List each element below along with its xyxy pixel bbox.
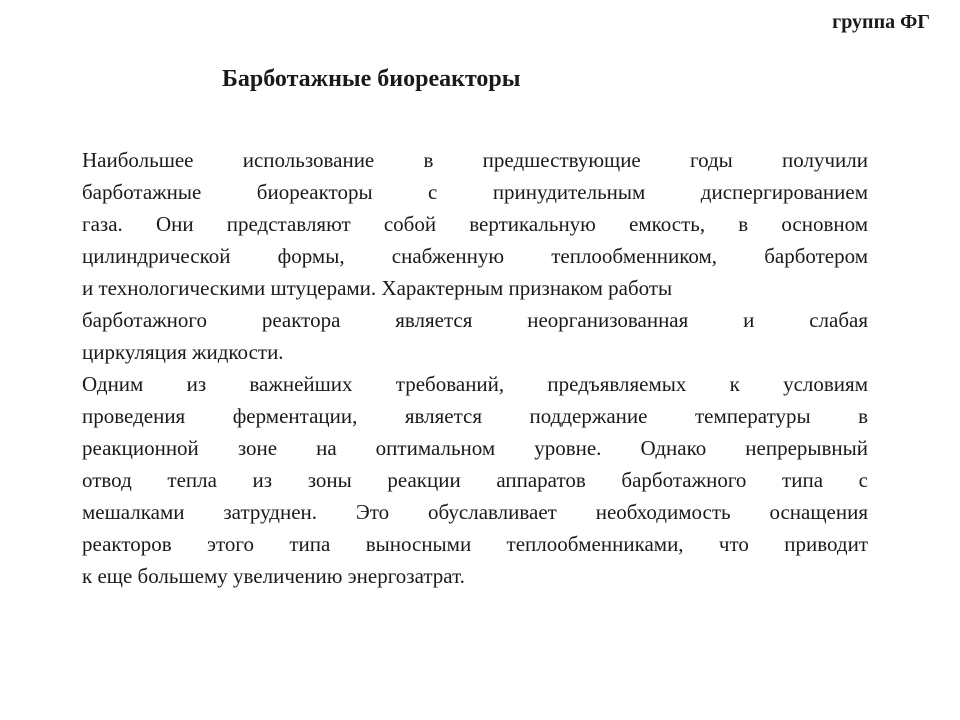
paragraph-1-line: барботажные биореакторы с принудительным диспергированием (82, 180, 868, 204)
paragraph-2-line: Одним из важнейших требований, предъявляемых к условиям (82, 372, 868, 396)
paragraph-2-line: отвод тепла из зоны реакции аппаратов барботажного типа с (82, 468, 868, 492)
paragraph-1-line: и технологическими штуцерами. Характерным признаком работы (82, 276, 673, 300)
slide-title: Барботажные биореакторы (222, 66, 521, 92)
paragraph-2-line: реакционной зоне на оптимальном уровне. Однако непрерывный (82, 436, 868, 460)
paragraph-2-line: проведения ферментации, является поддержание температуры в (82, 404, 868, 428)
paragraph-1-line: газа. Они представляют собой вертикальную емкость, в основном (82, 212, 868, 236)
paragraph-1-line: циркуляция жидкости. (82, 340, 284, 364)
group-label: группа ФГ (832, 11, 930, 33)
paragraph-1-line: Наибольшее использование в предшествующие годы получили (82, 148, 868, 172)
paragraph-2 (82, 368, 868, 592)
paragraph-2-line: к еще большему увеличению энергозатрат. (82, 564, 465, 588)
paragraph-1 (82, 144, 868, 368)
paragraph-1-line: барботажного реактора является неорганизованная и слабая (82, 308, 868, 332)
paragraph-1-line: цилиндрической формы, снабженную теплообменником, барботером (82, 244, 868, 268)
paragraph-2-line: мешалками затруднен. Это обуславливает необходимость оснащения (82, 500, 868, 524)
paragraph-2-line: реакторов этого типа выносными теплообменниками, что приводит (82, 532, 868, 556)
